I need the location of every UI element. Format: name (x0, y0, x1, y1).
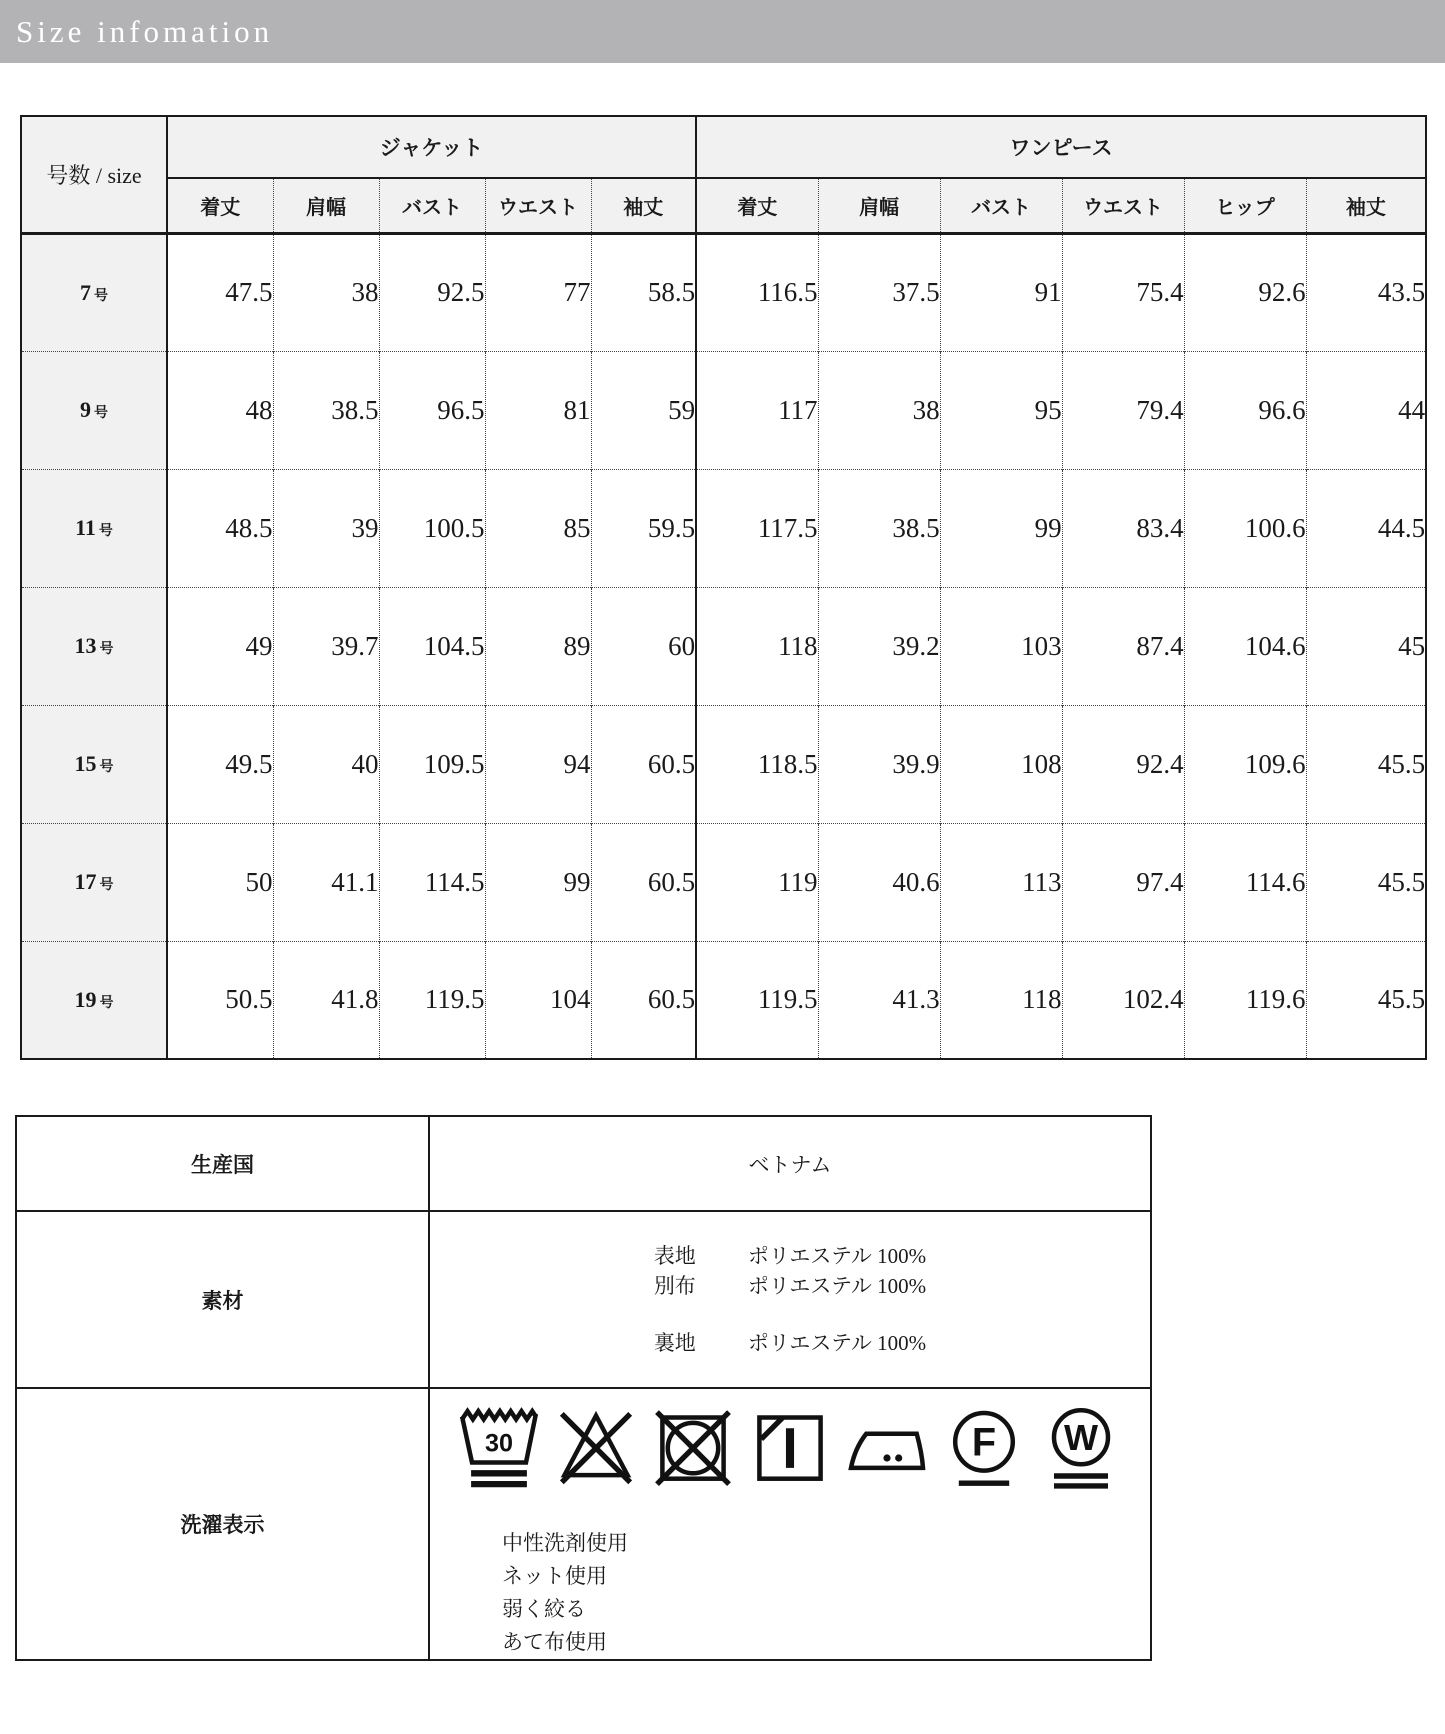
cell: 50.5 (167, 941, 273, 1059)
cell: 118 (940, 941, 1062, 1059)
col-header-onepiece-hip: ヒップ (1184, 178, 1306, 233)
care-notes (502, 1527, 1150, 1659)
col-header-onepiece-shoulder: 肩幅 (818, 178, 940, 233)
cell: 47.5 (167, 233, 273, 351)
cell: 40 (273, 705, 379, 823)
cell: 39.9 (818, 705, 940, 823)
col-header-onepiece-length: 着丈 (696, 178, 818, 233)
cell: 45.5 (1306, 705, 1426, 823)
cell: 87.4 (1062, 587, 1184, 705)
cell: 49.5 (167, 705, 273, 823)
cell: 38.5 (818, 469, 940, 587)
cell: 103 (940, 587, 1062, 705)
section-title: Size infomation (16, 13, 274, 49)
col-header-onepiece-waist: ウエスト (1062, 178, 1184, 233)
cell: 60.5 (591, 941, 696, 1059)
cell: 60.5 (591, 705, 696, 823)
table-row-size-15 (21, 705, 1426, 823)
cell: 39.2 (818, 587, 940, 705)
care-note: 弱く絞る (502, 1597, 586, 1621)
line-dry-shade-icon (745, 1399, 835, 1499)
cell: 99 (940, 469, 1062, 587)
cell: 40.6 (818, 823, 940, 941)
no-bleach-icon (551, 1399, 641, 1499)
cell: 48.5 (167, 469, 273, 587)
cell: 39 (273, 469, 379, 587)
size-label: 19 号 (21, 941, 167, 1059)
section-title-bar (0, 0, 1445, 63)
cell: 113 (940, 823, 1062, 941)
svg-text:W: W (1064, 1416, 1098, 1458)
size-label: 13 号 (21, 587, 167, 705)
table-row-size-9 (21, 351, 1426, 469)
cell: 75.4 (1062, 233, 1184, 351)
cell: 45 (1306, 587, 1426, 705)
cell: 109.5 (379, 705, 485, 823)
svg-text:30: 30 (484, 1429, 514, 1458)
material-value (429, 1211, 1151, 1388)
cell: 44.5 (1306, 469, 1426, 587)
size-table-wrap (20, 115, 1425, 1060)
cell: 81 (485, 351, 591, 469)
cell: 38 (273, 233, 379, 351)
care-value (429, 1388, 1151, 1660)
care-note: ネット使用 (502, 1564, 607, 1588)
cell: 104.6 (1184, 587, 1306, 705)
size-label: 7 号 (21, 233, 167, 351)
material-item: 別布 ポリエステル 100% (653, 1274, 927, 1298)
cell: 58.5 (591, 233, 696, 351)
cell: 59 (591, 351, 696, 469)
cell: 92.4 (1062, 705, 1184, 823)
col-header-jacket-waist: ウエスト (485, 178, 591, 233)
cell: 89 (485, 587, 591, 705)
cell: 114.6 (1184, 823, 1306, 941)
cell: 104 (485, 941, 591, 1059)
group-header-jacket: ジャケット (167, 116, 696, 178)
care-note: 中性洗剤使用 (502, 1531, 628, 1555)
cell: 118 (696, 587, 818, 705)
wash-30-gentle-icon (454, 1399, 544, 1499)
row-care (16, 1388, 1151, 1660)
cell: 38 (818, 351, 940, 469)
material-label: 素材 (16, 1211, 429, 1388)
cell: 116.5 (696, 233, 818, 351)
row-country (16, 1116, 1151, 1211)
table-row-size-11 (21, 469, 1426, 587)
material-item: 表地 ポリエステル 100% (653, 1244, 927, 1268)
cell: 41.8 (273, 941, 379, 1059)
cell: 50 (167, 823, 273, 941)
size-label: 11 号 (21, 469, 167, 587)
cell: 39.7 (273, 587, 379, 705)
cell: 99 (485, 823, 591, 941)
cell: 119.5 (379, 941, 485, 1059)
cell: 60 (591, 587, 696, 705)
cell: 48 (167, 351, 273, 469)
care-note: あて布使用 (502, 1630, 607, 1654)
cell: 45.5 (1306, 941, 1426, 1059)
country-label: 生産国 (16, 1116, 429, 1211)
col-header-jacket-bust: バスト (379, 178, 485, 233)
cell: 96.5 (379, 351, 485, 469)
cell: 37.5 (818, 233, 940, 351)
table-row-size-17 (21, 823, 1426, 941)
cell: 41.1 (273, 823, 379, 941)
cell: 118.5 (696, 705, 818, 823)
size-table (20, 115, 1427, 1060)
cell: 108 (940, 705, 1062, 823)
table-row-size-13 (21, 587, 1426, 705)
cell: 45.5 (1306, 823, 1426, 941)
dry-clean-f-gentle-icon (939, 1399, 1029, 1499)
cell: 119 (696, 823, 818, 941)
col-header-jacket-length: 着丈 (167, 178, 273, 233)
cell: 38.5 (273, 351, 379, 469)
size-label: 9 号 (21, 351, 167, 469)
row-material (16, 1211, 1151, 1388)
iron-medium-icon (842, 1399, 932, 1499)
size-column-header: 号数 / size (21, 116, 167, 233)
cell: 97.4 (1062, 823, 1184, 941)
cell: 114.5 (379, 823, 485, 941)
col-header-jacket-shoulder: 肩幅 (273, 178, 379, 233)
cell: 100.5 (379, 469, 485, 587)
table-row-size-7 (21, 233, 1426, 351)
no-tumble-dry-icon (648, 1399, 738, 1499)
cell: 109.6 (1184, 705, 1306, 823)
wet-clean-w-very-gentle-icon (1036, 1399, 1126, 1499)
product-info-table (15, 1115, 1152, 1661)
col-header-jacket-sleeve: 袖丈 (591, 178, 696, 233)
cell: 119.6 (1184, 941, 1306, 1059)
care-icons (454, 1399, 1150, 1499)
cell: 79.4 (1062, 351, 1184, 469)
cell: 104.5 (379, 587, 485, 705)
care-label: 洗濯表示 (16, 1388, 429, 1660)
cell: 91 (940, 233, 1062, 351)
cell: 44 (1306, 351, 1426, 469)
cell: 60.5 (591, 823, 696, 941)
svg-text:F: F (971, 1420, 997, 1465)
size-label: 15 号 (21, 705, 167, 823)
cell: 43.5 (1306, 233, 1426, 351)
material-item: 裏地 ポリエステル 100% (653, 1331, 927, 1355)
size-label: 17 号 (21, 823, 167, 941)
cell: 117.5 (696, 469, 818, 587)
materials-list (654, 1241, 926, 1358)
cell: 95 (940, 351, 1062, 469)
cell: 119.5 (696, 941, 818, 1059)
col-header-onepiece-bust: バスト (940, 178, 1062, 233)
col-header-onepiece-sleeve: 袖丈 (1306, 178, 1426, 233)
cell: 96.6 (1184, 351, 1306, 469)
group-header-onepiece: ワンピース (696, 116, 1426, 178)
cell: 41.3 (818, 941, 940, 1059)
country-value: ベトナム (429, 1116, 1151, 1211)
cell: 83.4 (1062, 469, 1184, 587)
cell: 100.6 (1184, 469, 1306, 587)
cell: 102.4 (1062, 941, 1184, 1059)
cell: 94 (485, 705, 591, 823)
cell: 117 (696, 351, 818, 469)
cell: 59.5 (591, 469, 696, 587)
table-row-size-19 (21, 941, 1426, 1059)
cell: 77 (485, 233, 591, 351)
cell: 92.6 (1184, 233, 1306, 351)
cell: 85 (485, 469, 591, 587)
cell: 49 (167, 587, 273, 705)
cell: 92.5 (379, 233, 485, 351)
